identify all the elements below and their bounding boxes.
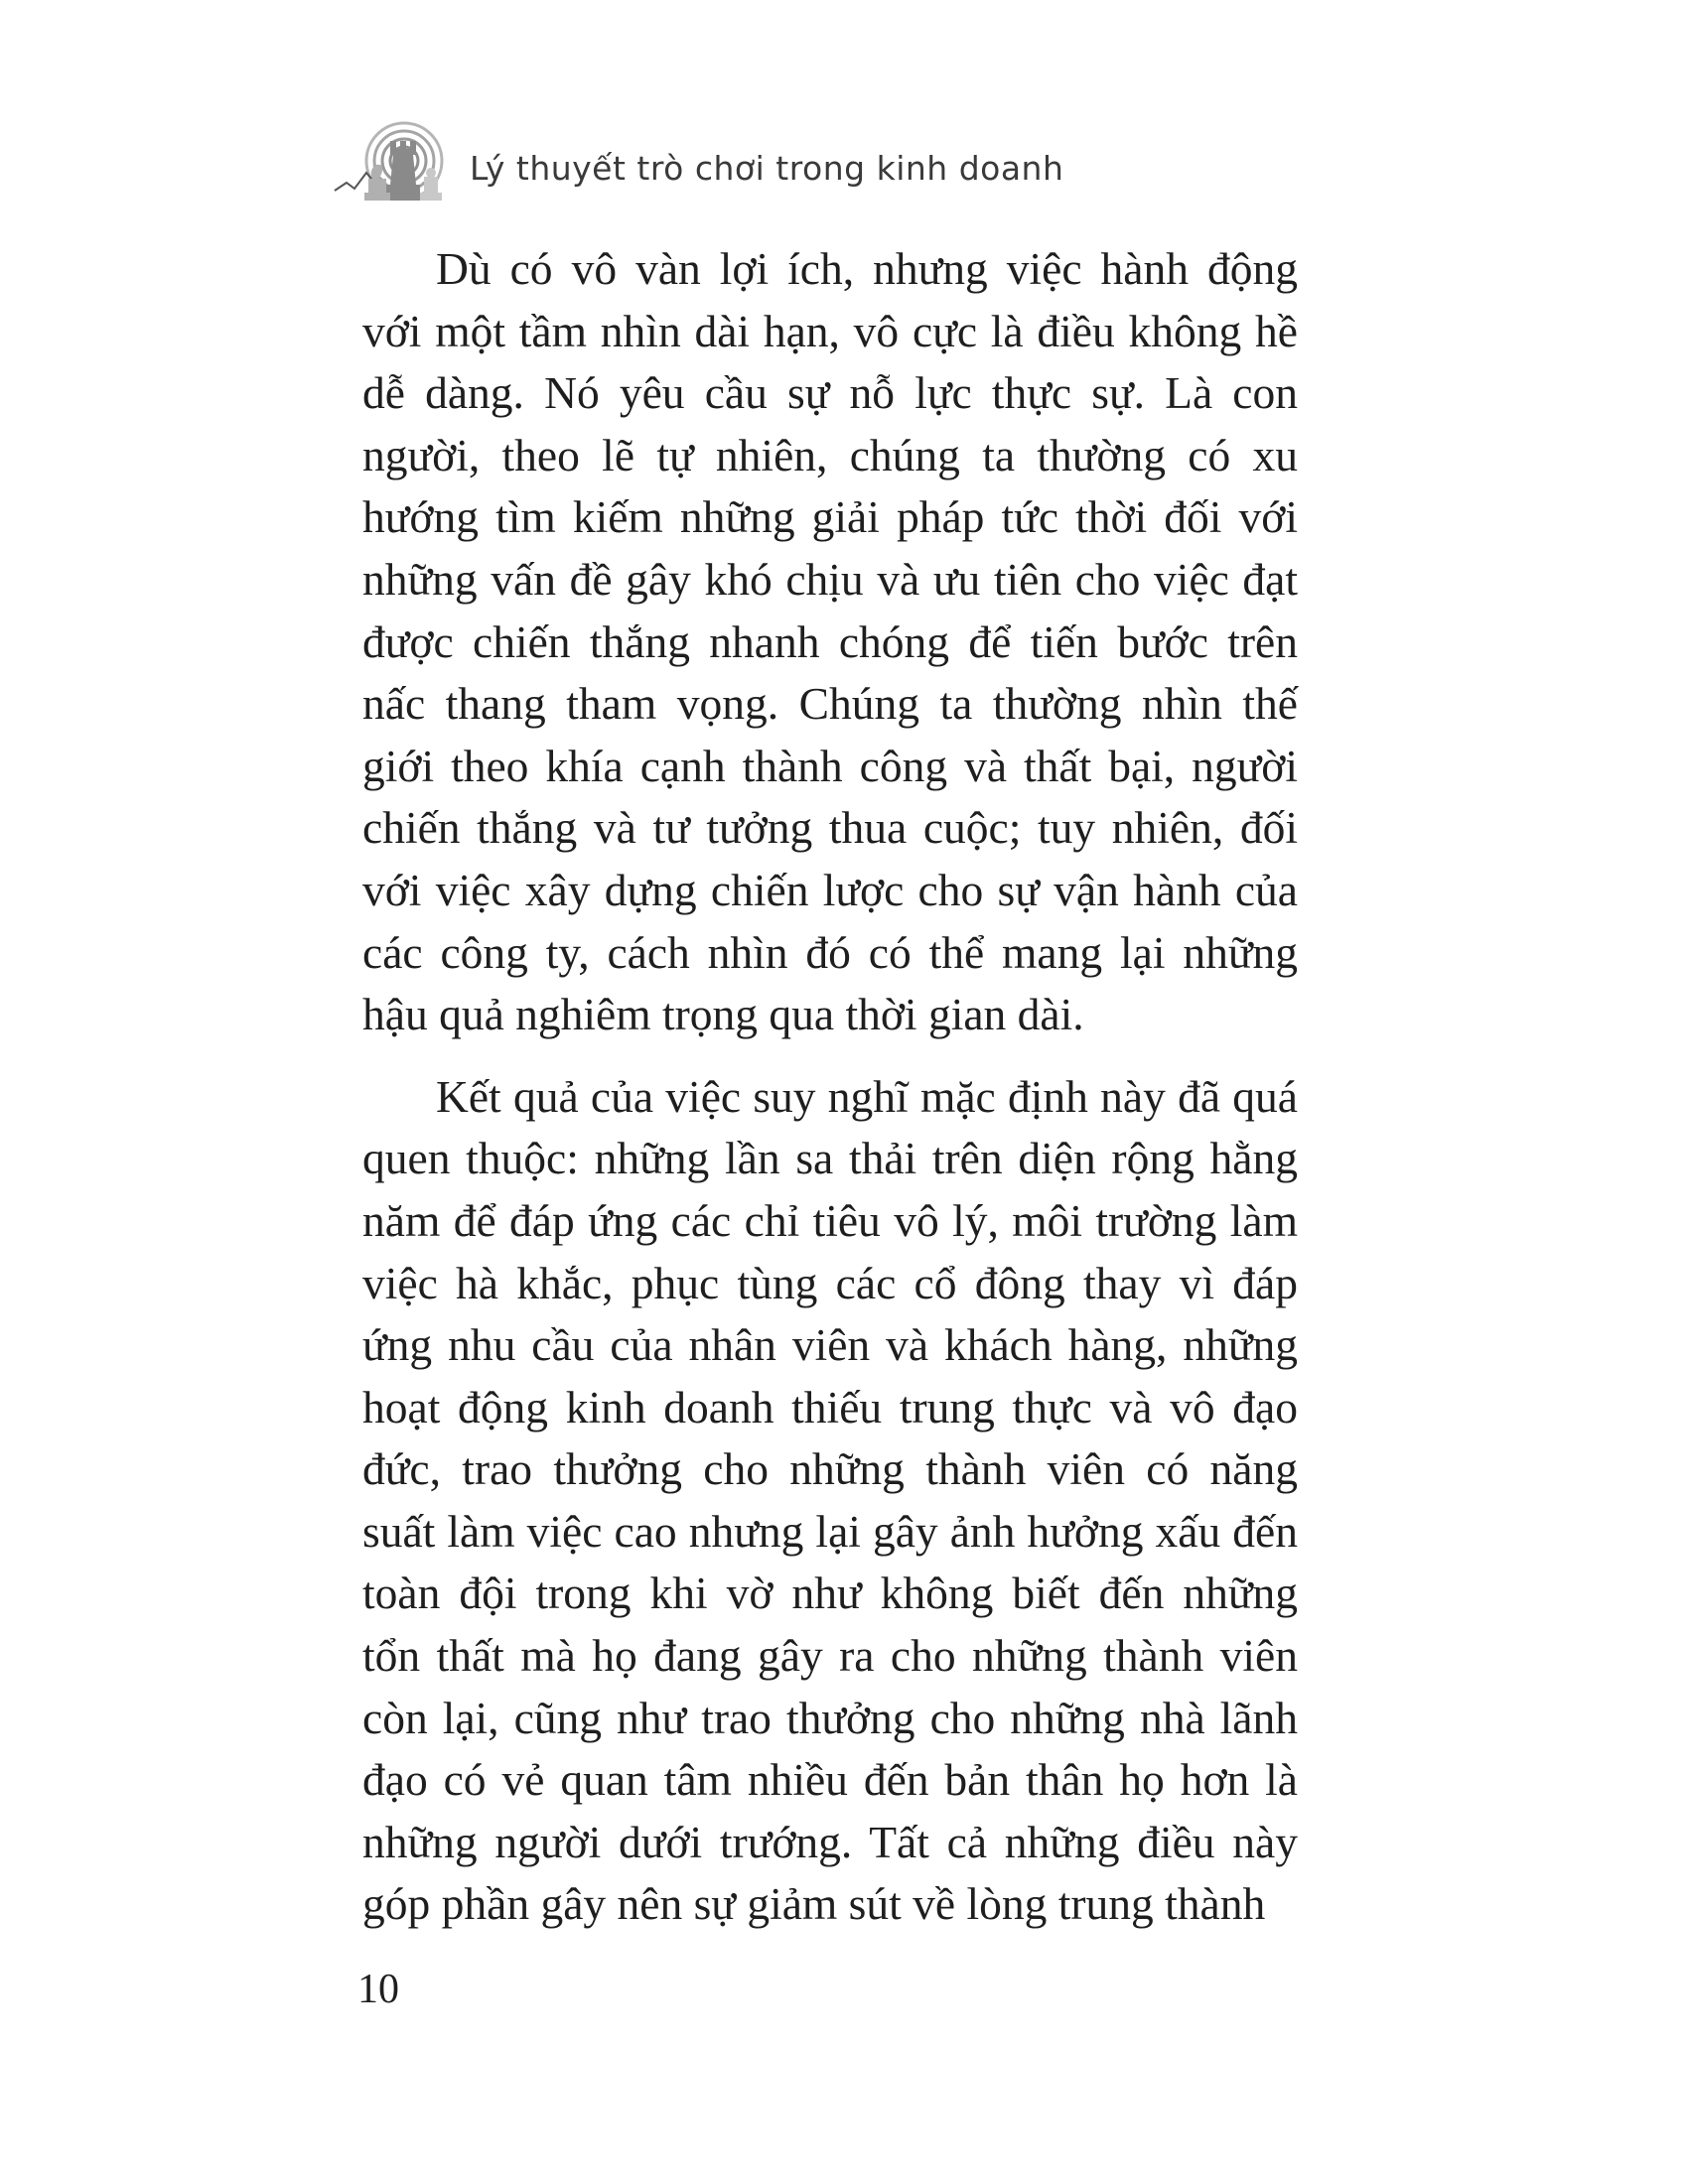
book-title: Lý thuyết trò chơi trong kinh doanh (470, 148, 1064, 188)
chess-rook-target-icon (333, 119, 452, 208)
paragraph: Dù có vô vàn lợi ích, nhưng việc hành động với một tầm nhìn dài hạn, vô cực là điều không hề dễ dàng. Nó yêu cầu sự nỗ lực thực sự. Là con người, theo lẽ tự nhiên, chúng ta thường có xu hướng tìm kiếm những giải pháp tức thời đối với những vấn đề gây khó chịu và ưu tiên cho việc đạt được chiến thắng nhanh chóng để tiến bước trên nấc thang tham vọng. Chúng ta thường nhìn thế giới theo khía cạnh thành công và thất bại, người chiến thắng và tư tưởng thua cuộc; tuy nhiên, đối với việc xây dựng chiến lược cho sự vận hành của các công ty, cách nhìn đó có thể mang lại những hậu quả nghiêm trọng qua thời gian dài. (362, 243, 1298, 1040)
page-number: 10 (357, 1967, 399, 2012)
paragraph: Kết quả của việc suy nghĩ mặc định này đã quá quen thuộc: những lần sa thải trên diện rộng hằng năm để đáp ứng các chỉ tiêu vô lý, môi trường làm việc hà khắc, phục tùng các cổ đông thay vì đáp ứng nhu cầu của nhân viên và khách hàng, những hoạt động kinh doanh thiếu trung thực và vô đạo đức, trao thưởng cho những thành viên có năng suất làm việc cao nhưng lại gây ảnh hưởng xấu đến toàn đội trong khi vờ như không biết đến những tổn thất mà họ đang gây ra cho những thành viên còn lại, cũng như trao thưởng cho những nhà lãnh đạo có vẻ quan tâm nhiều đến bản thân họ hơn là những người dưới trướng. Tất cả những điều này góp phần gây nên sự giảm sút về lòng trung thành (362, 1070, 1298, 1930)
running-header (333, 119, 1063, 208)
body-text (362, 238, 1298, 1936)
